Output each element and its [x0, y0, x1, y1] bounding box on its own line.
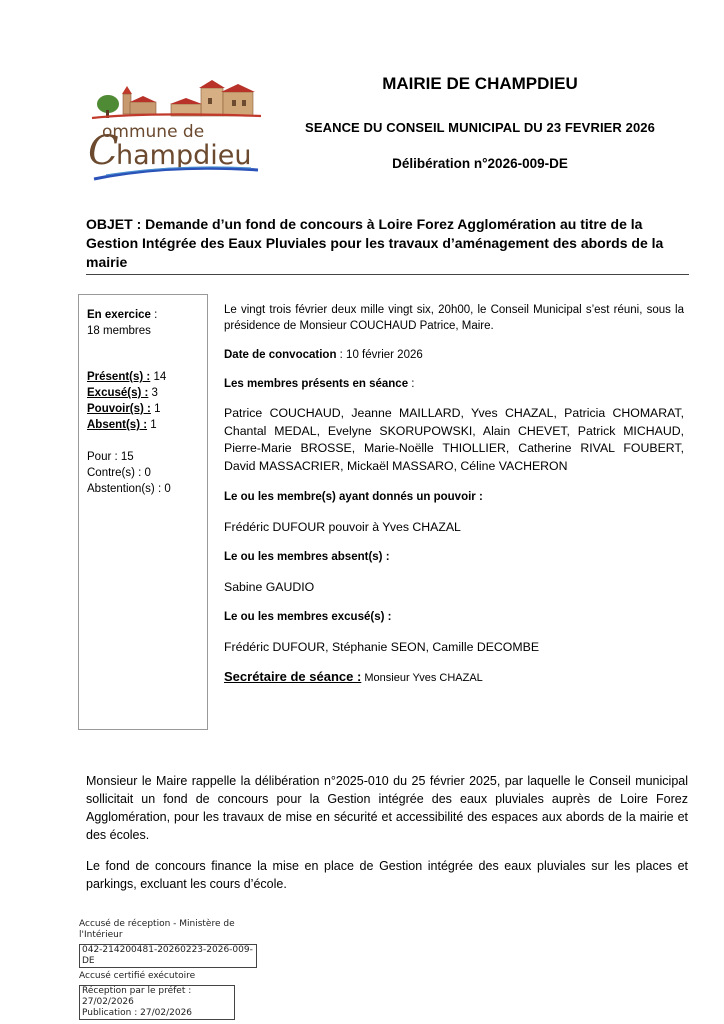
absents-heading: Le ou les membres absent(s) : [224, 551, 390, 563]
excuses-value: 3 [148, 387, 158, 399]
vote-abstention: Abstention(s) : 0 [87, 483, 171, 495]
mairie-title: MAIRIE DE CHAMPDIEU [382, 74, 578, 93]
prefecture-stamp [79, 919, 279, 1020]
financement-paragraph: Le fond de concours finance la mise en place de Gestion intégrée des eaux pluviales sur les places et parkings, excluant les cours d’école. [86, 859, 688, 891]
pouvoirs-label: Pouvoir(s) : [87, 403, 151, 415]
logo-graphic [86, 76, 266, 188]
excuses-list: Frédéric DUFOUR, Stéphanie SEON, Camille DECOMBE [224, 640, 540, 654]
vote-contre: Contre(s) : 0 [87, 467, 151, 479]
session-details [224, 302, 684, 686]
absents-label: Absent(s) : [87, 419, 148, 431]
stamp-line1: Accusé de réception - Ministère de l'Intérieur [79, 919, 235, 940]
secretaire-value: Monsieur Yves CHAZAL [361, 672, 483, 684]
secretaire-label: Secrétaire de séance : [224, 669, 362, 684]
stamp-reference: 042-214200481-20260223-2026-009-DE [79, 944, 257, 968]
stamp-dates [79, 985, 235, 1020]
rappel-paragraph: Monsieur le Maire rappelle la délibération n°2025-010 du 25 février 2025, par laquelle le Conseil municipal sollicitait un fond de concours pour la Gestion intégrée des eaux pluviales auprès de Loire Forez Agglomération, pour les travaux de mise en sécurité et accessibilité des espaces aux abords de la mairie et des écoles. [86, 774, 688, 842]
objet-heading [86, 215, 686, 272]
absents-value: 1 [147, 419, 157, 431]
logo-line1: ommune de [102, 122, 205, 142]
session-intro: Le vingt trois février deux mille vingt six, 20h00, le Conseil Municipal s’est réuni, sous la présidence de Monsieur COUCHAUD Patrice, Maire. [224, 304, 684, 332]
excuses-heading: Le ou les membres excusé(s) : [224, 611, 392, 623]
pouvoir-list: Frédéric DUFOUR pouvoir à Yves CHAZAL [224, 520, 461, 534]
excuses-label: Excusé(s) : [87, 387, 149, 399]
stamp-line3: Accusé certifié exécutoire [79, 971, 196, 981]
vote-pour: Pour : 15 [87, 451, 134, 463]
logo-initial: C [88, 128, 119, 174]
logo-line2: hampdieu [116, 140, 252, 171]
vote-stats [87, 307, 205, 497]
convocation-label: Date de convocation [224, 349, 337, 361]
en-exercice-label: En exercice [87, 309, 151, 321]
presents-list: Patrice COUCHAUD, Jeanne MAILLARD, Yves CHAZAL, Patricia CHOMARAT, Chantal MEDAL, Evelyne SKORUPOWSKI, Alain CHEVET, Patrick MICHAUD, Pierre-Marie BROSSE, Marie-Noëlle THIOLLIER, Catherine RIVAL FOUBERT, David MASSACRIER, Mickaël MASSARO, Céline VACHERON [224, 406, 684, 473]
en-exercice-sep: : [150, 309, 158, 321]
convocation-value: : 10 février 2026 [336, 349, 423, 361]
presents-value: 14 [150, 371, 167, 383]
stamp-reception: Réception par le préfet : 27/02/2026 [82, 986, 192, 1007]
commune-logo [86, 76, 266, 188]
presents-label: Présent(s) : [87, 371, 151, 383]
pouvoirs-value: 1 [150, 403, 161, 415]
objet-text: Demande d’un fond de concours à Loire Forez Agglomération au titre de la Gestion Intégrée des Eaux Pluviales pour les travaux d’aménagement des abords de la mairie [86, 216, 664, 270]
objet-underline [86, 274, 689, 275]
deliberation-number: Délibération n°2026-009-DE [392, 156, 568, 171]
en-exercice-value: 18 membres [87, 325, 151, 337]
presents-heading-sep: : [408, 378, 415, 390]
objet-label: OBJET : [86, 216, 142, 232]
stamp-publication: Publication : 27/02/2026 [82, 1008, 193, 1018]
presents-heading: Les membres présents en séance [224, 378, 409, 390]
seance-line: SEANCE DU CONSEIL MUNICIPAL DU 23 FEVRIER 2026 [305, 120, 655, 135]
pouvoir-heading: Le ou les membre(s) ayant donnés un pouvoir : [224, 491, 483, 503]
absents-list: Sabine GAUDIO [224, 580, 315, 594]
